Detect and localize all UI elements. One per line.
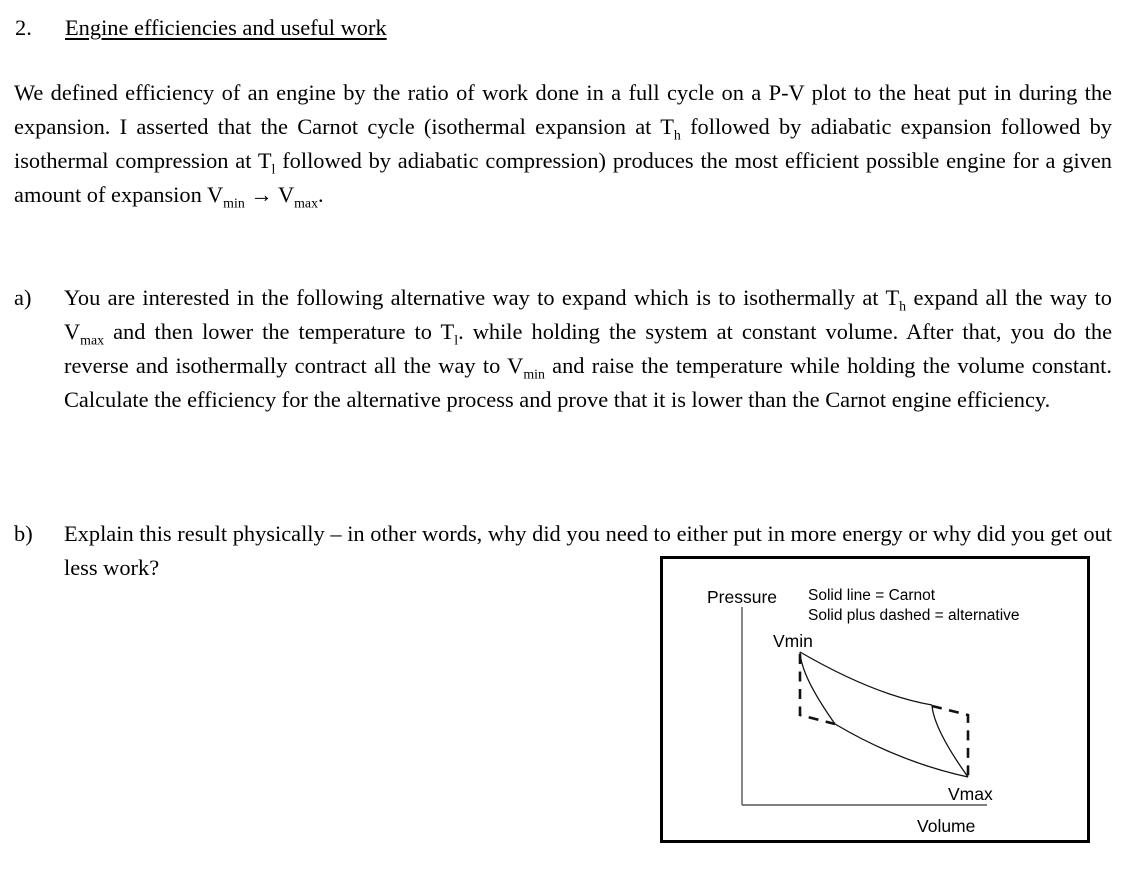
section-number: 2. (15, 15, 32, 40)
section-title: Engine efficiencies and useful work (65, 15, 387, 40)
carnot-adiabat-compression (800, 652, 835, 724)
carnot-isotherm-hot (800, 652, 932, 705)
section-heading (15, 11, 387, 45)
vmax-label: Vmax (948, 784, 993, 804)
pressure-axis-label: Pressure (706, 587, 778, 607)
carnot-adiabat-expansion (932, 705, 968, 777)
vmin-label: Vmin (773, 631, 813, 651)
pv-figure (660, 556, 1090, 843)
item-b-text: Explain this result physically – in other words, why did you need to either put in more energy or why did you get out less work? (64, 521, 1112, 580)
item-a (14, 281, 1112, 417)
item-a-text: You are interested in the following alternative way to expand which is to isothermally at $T_h$ expand all the way to $V_{max}$ and then lower the temperature to $T_l$. while holding the system at constant volume. After that, you do the reverse and isothermally contract all the way to $V_{min}$ and raise the temperature while holding the volume constant. Calculate the efficiency for the alternative process and prove that it is lower than the Carnot engine efficiency. (64, 285, 1113, 412)
alternative-dashed-vmax (932, 706, 968, 777)
legend-line-2: Solid plus dashed = alternative (808, 607, 1020, 624)
item-a-label: a) (14, 285, 32, 310)
pv-plot (663, 559, 1087, 840)
volume-axis-label: Volume (917, 816, 976, 836)
carnot-isotherm-cold (835, 724, 968, 777)
alternative-dashed-vmin (800, 654, 835, 724)
legend-line-1: Solid line = Carnot (808, 587, 936, 604)
item-b-label: b) (14, 521, 33, 546)
intro-paragraph: We defined efficiency of an engine by the ratio of work done in a full cycle on a P-V plot to the heat put in during the expansion. I asserted that the Carnot cycle (isothermal expansion at $T_h$ followed by adiabatic expansion followed by isothermal compression at $T_l$ followed by adiabatic compression) produces the most efficient possible engine for a given amount of expansion $V_{min} \to V_{max}$. (14, 80, 1112, 212)
